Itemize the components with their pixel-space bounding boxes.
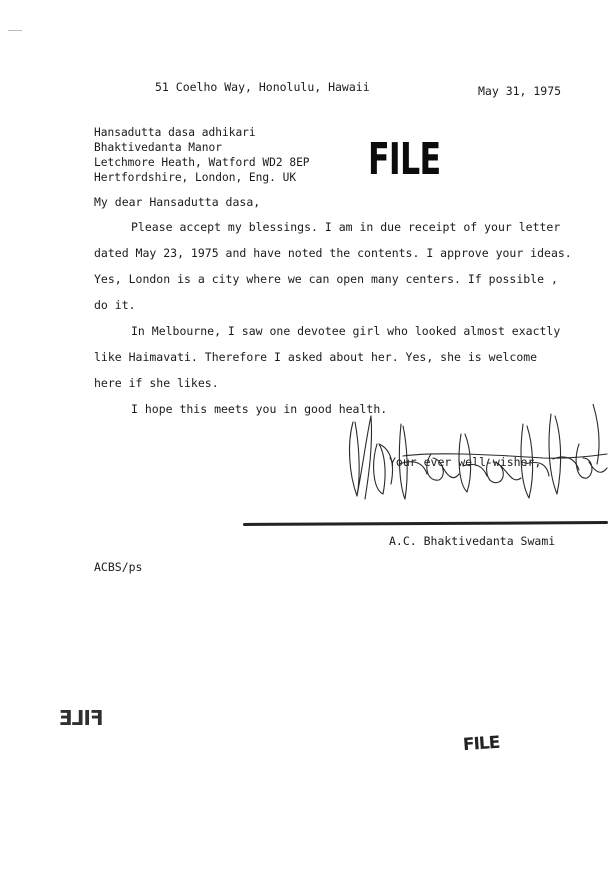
- recipient-name: Hansadutta dasa adhikari: [94, 126, 256, 139]
- paragraph-2-line-2: like Haimavati. Therefore I asked about her. Yes, she is welcome: [94, 350, 538, 364]
- sender-address: 51 Coelho Way, Honolulu, Hawaii: [155, 80, 370, 94]
- letter-date: May 31, 1975: [478, 84, 562, 98]
- paragraph-2-line-1: In Melbourne, I saw one devotee girl who looked almost exactly: [131, 324, 561, 338]
- signature-underline: [243, 521, 608, 526]
- recipient-line3: Letchmore Heath, Watford WD2 8EP: [94, 156, 310, 169]
- paragraph-1-line-2: dated May 23, 1975 and have noted the contents. I approve your ideas.: [94, 246, 572, 260]
- typist-initials: ACBS/ps: [94, 560, 143, 574]
- recipient-line2: Bhaktivedanta Manor: [94, 141, 222, 154]
- recipient-line4: Hertfordshire, London, Eng. UK: [94, 171, 297, 184]
- handwritten-signature: [343, 404, 608, 509]
- paragraph-1-line-3: Yes, London is a city where we can open many centers. If possible ,: [94, 272, 558, 286]
- file-stamp: FILE: [368, 134, 441, 185]
- signatory-name: A.C. Bhaktivedanta Swami: [389, 534, 556, 548]
- file-stamp-small: FILE: [462, 732, 501, 756]
- paragraph-1-line-1: Please accept my blessings. I am in due receipt of your letter: [131, 220, 561, 234]
- closing: Your ever well-wisher,: [389, 455, 542, 469]
- paragraph-1-line-4: do it.: [94, 298, 136, 312]
- paragraph-2-line-3: here if she likes.: [94, 376, 219, 390]
- paragraph-3-line-1: I hope this meets you in good health.: [131, 402, 388, 416]
- file-stamp-mirrored: FILE: [60, 706, 104, 730]
- corner-mark: [8, 30, 22, 34]
- salutation: My dear Hansadutta dasa,: [94, 195, 261, 209]
